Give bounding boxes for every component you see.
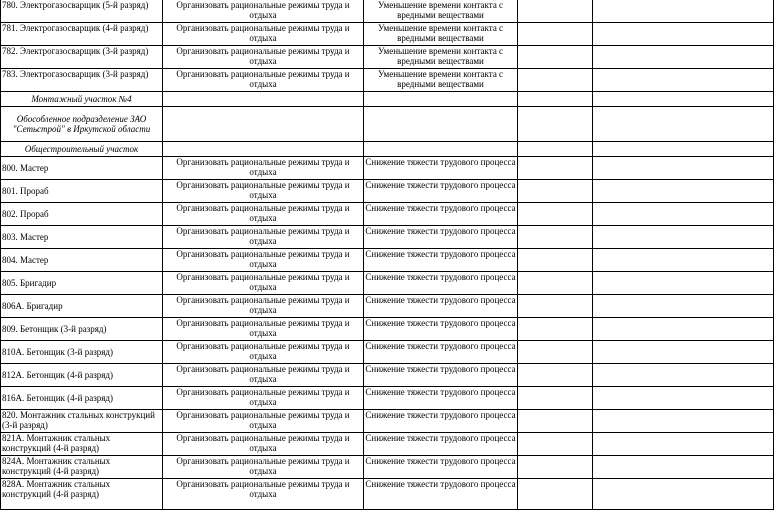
goal-cell: Снижение тяжести трудового процесса bbox=[364, 479, 518, 510]
job-title-cell: 809. Бетонщик (3-й разряд) bbox=[1, 318, 163, 341]
table-row bbox=[1, 203, 774, 226]
goal-cell: Снижение тяжести трудового процесса bbox=[364, 387, 518, 410]
goal-cell: Снижение тяжести трудового процесса bbox=[364, 364, 518, 387]
measure-cell: Организовать рациональные режимы труда и отдыха bbox=[163, 226, 364, 249]
table-row bbox=[1, 318, 774, 341]
empty-cell bbox=[593, 364, 774, 387]
empty-cell bbox=[163, 142, 364, 157]
table-row bbox=[1, 226, 774, 249]
empty-cell bbox=[518, 142, 593, 157]
table-row bbox=[1, 249, 774, 272]
empty-cell bbox=[163, 92, 364, 107]
empty-cell bbox=[518, 157, 593, 180]
table-row bbox=[1, 272, 774, 295]
empty-cell bbox=[518, 92, 593, 107]
job-title-cell: 824А. Монтажник стальных конструкций (4-й разряд) bbox=[1, 456, 163, 479]
empty-cell bbox=[593, 69, 774, 92]
empty-cell bbox=[593, 295, 774, 318]
table-row bbox=[1, 23, 774, 46]
goal-cell: Снижение тяжести трудового процесса bbox=[364, 203, 518, 226]
goal-cell: Уменьшение времени контакта с вредными веществами bbox=[364, 69, 518, 92]
empty-cell bbox=[593, 23, 774, 46]
measure-cell: Организовать рациональные режимы труда и отдыха bbox=[163, 157, 364, 180]
table-row bbox=[1, 295, 774, 318]
goal-cell: Снижение тяжести трудового процесса bbox=[364, 295, 518, 318]
measure-cell: Организовать рациональные режимы труда и отдыха bbox=[163, 69, 364, 92]
measure-cell: Организовать рациональные режимы труда и отдыха bbox=[163, 180, 364, 203]
table-row bbox=[1, 0, 774, 23]
job-title-cell: 802. Прораб bbox=[1, 203, 163, 226]
goal-cell: Снижение тяжести трудового процесса bbox=[364, 157, 518, 180]
empty-cell bbox=[518, 272, 593, 295]
measure-cell: Организовать рациональные режимы труда и отдыха bbox=[163, 479, 364, 510]
empty-cell bbox=[518, 226, 593, 249]
measure-cell: Организовать рациональные режимы труда и отдыха bbox=[163, 295, 364, 318]
table-row bbox=[1, 410, 774, 433]
empty-cell bbox=[518, 249, 593, 272]
section-row bbox=[1, 92, 774, 107]
job-title-cell: 782. Электрогазосварщик (3-й разряд) bbox=[1, 46, 163, 69]
job-title-cell: 800. Мастер bbox=[1, 157, 163, 180]
job-title-cell: 828А. Монтажник стальных конструкций (4-й разряд) bbox=[1, 479, 163, 510]
goal-cell: Снижение тяжести трудового процесса bbox=[364, 433, 518, 456]
measure-cell: Организовать рациональные режимы труда и отдыха bbox=[163, 272, 364, 295]
empty-cell bbox=[593, 318, 774, 341]
goal-cell: Снижение тяжести трудового процесса bbox=[364, 410, 518, 433]
section-title: Общестроительный участок bbox=[1, 142, 163, 157]
empty-cell bbox=[364, 142, 518, 157]
measure-cell: Организовать рациональные режимы труда и отдыха bbox=[163, 456, 364, 479]
job-title-cell: 821А. Монтажник стальных конструкций (4-й разряд) bbox=[1, 433, 163, 456]
table-row bbox=[1, 433, 774, 456]
table-row bbox=[1, 479, 774, 510]
empty-cell bbox=[518, 295, 593, 318]
measure-cell: Организовать рациональные режимы труда и отдыха bbox=[163, 23, 364, 46]
empty-cell bbox=[593, 46, 774, 69]
job-title-cell: 780. Электрогазосварщик (5-й разряд) bbox=[1, 0, 163, 23]
section-row bbox=[1, 142, 774, 157]
job-title-cell: 806А. Бригадир bbox=[1, 295, 163, 318]
measure-cell: Организовать рациональные режимы труда и отдыха bbox=[163, 364, 364, 387]
empty-cell bbox=[593, 456, 774, 479]
table-row bbox=[1, 180, 774, 203]
measure-cell: Организовать рациональные режимы труда и отдыха bbox=[163, 387, 364, 410]
job-title-cell: 812А. Бетонщик (4-й разряд) bbox=[1, 364, 163, 387]
table-row bbox=[1, 387, 774, 410]
table-row bbox=[1, 456, 774, 479]
empty-cell bbox=[364, 107, 518, 142]
goal-cell: Снижение тяжести трудового процесса bbox=[364, 318, 518, 341]
empty-cell bbox=[518, 318, 593, 341]
goal-cell: Уменьшение времени контакта с вредными веществами bbox=[364, 23, 518, 46]
empty-cell bbox=[593, 479, 774, 510]
goal-cell: Снижение тяжести трудового процесса bbox=[364, 180, 518, 203]
empty-cell bbox=[593, 180, 774, 203]
job-title-cell: 801. Прораб bbox=[1, 180, 163, 203]
goal-cell: Снижение тяжести трудового процесса bbox=[364, 456, 518, 479]
table-row bbox=[1, 46, 774, 69]
goal-cell: Уменьшение времени контакта с вредными веществами bbox=[364, 46, 518, 69]
empty-cell bbox=[593, 433, 774, 456]
table-row bbox=[1, 157, 774, 180]
empty-cell bbox=[518, 433, 593, 456]
empty-cell bbox=[518, 364, 593, 387]
empty-cell bbox=[518, 203, 593, 226]
goal-cell: Снижение тяжести трудового процесса bbox=[364, 341, 518, 364]
job-title-cell: 783. Электрогазосварщик (3-й разряд) bbox=[1, 69, 163, 92]
empty-cell bbox=[593, 249, 774, 272]
job-title-cell: 820. Монтажник стальных конструкций (3-й разряд) bbox=[1, 410, 163, 433]
goal-cell: Снижение тяжести трудового процесса bbox=[364, 226, 518, 249]
goal-cell: Снижение тяжести трудового процесса bbox=[364, 272, 518, 295]
empty-cell bbox=[518, 180, 593, 203]
section-title: Обособленное подразделение ЗАО "Сетьстрой" в Иркутской области bbox=[1, 107, 163, 142]
empty-cell bbox=[593, 341, 774, 364]
job-title-cell: 804. Мастер bbox=[1, 249, 163, 272]
goal-cell: Уменьшение времени контакта с вредными веществами bbox=[364, 0, 518, 23]
table-row bbox=[1, 364, 774, 387]
empty-cell bbox=[163, 107, 364, 142]
job-title-cell: 803. Мастер bbox=[1, 226, 163, 249]
empty-cell bbox=[518, 479, 593, 510]
measure-cell: Организовать рациональные режимы труда и отдыха bbox=[163, 410, 364, 433]
empty-cell bbox=[593, 0, 774, 23]
empty-cell bbox=[593, 157, 774, 180]
measure-cell: Организовать рациональные режимы труда и отдыха bbox=[163, 203, 364, 226]
job-title-cell: 781. Электрогазосварщик (4-й разряд) bbox=[1, 23, 163, 46]
section-title: Монтажный участок №4 bbox=[1, 92, 163, 107]
empty-cell bbox=[364, 92, 518, 107]
empty-cell bbox=[593, 92, 774, 107]
empty-cell bbox=[518, 46, 593, 69]
section-row bbox=[1, 107, 774, 142]
measure-cell: Организовать рациональные режимы труда и отдыха bbox=[163, 46, 364, 69]
empty-cell bbox=[518, 23, 593, 46]
measure-cell: Организовать рациональные режимы труда и отдыха bbox=[163, 0, 364, 23]
job-title-cell: 816А. Бетонщик (4-й разряд) bbox=[1, 387, 163, 410]
empty-cell bbox=[518, 387, 593, 410]
empty-cell bbox=[518, 107, 593, 142]
empty-cell bbox=[518, 69, 593, 92]
job-title-cell: 805. Бригадир bbox=[1, 272, 163, 295]
measure-cell: Организовать рациональные режимы труда и отдыха bbox=[163, 341, 364, 364]
measure-cell: Организовать рациональные режимы труда и отдыха bbox=[163, 318, 364, 341]
empty-cell bbox=[518, 0, 593, 23]
empty-cell bbox=[593, 410, 774, 433]
job-title-cell: 810А. Бетонщик (3-й разряд) bbox=[1, 341, 163, 364]
empty-cell bbox=[593, 387, 774, 410]
empty-cell bbox=[593, 226, 774, 249]
empty-cell bbox=[518, 410, 593, 433]
measure-cell: Организовать рациональные режимы труда и отдыха bbox=[163, 433, 364, 456]
empty-cell bbox=[593, 142, 774, 157]
table-row bbox=[1, 341, 774, 364]
empty-cell bbox=[593, 107, 774, 142]
empty-cell bbox=[518, 456, 593, 479]
empty-cell bbox=[518, 341, 593, 364]
measure-cell: Организовать рациональные режимы труда и отдыха bbox=[163, 249, 364, 272]
empty-cell bbox=[593, 272, 774, 295]
table-row bbox=[1, 69, 774, 92]
goal-cell: Снижение тяжести трудового процесса bbox=[364, 249, 518, 272]
empty-cell bbox=[593, 203, 774, 226]
